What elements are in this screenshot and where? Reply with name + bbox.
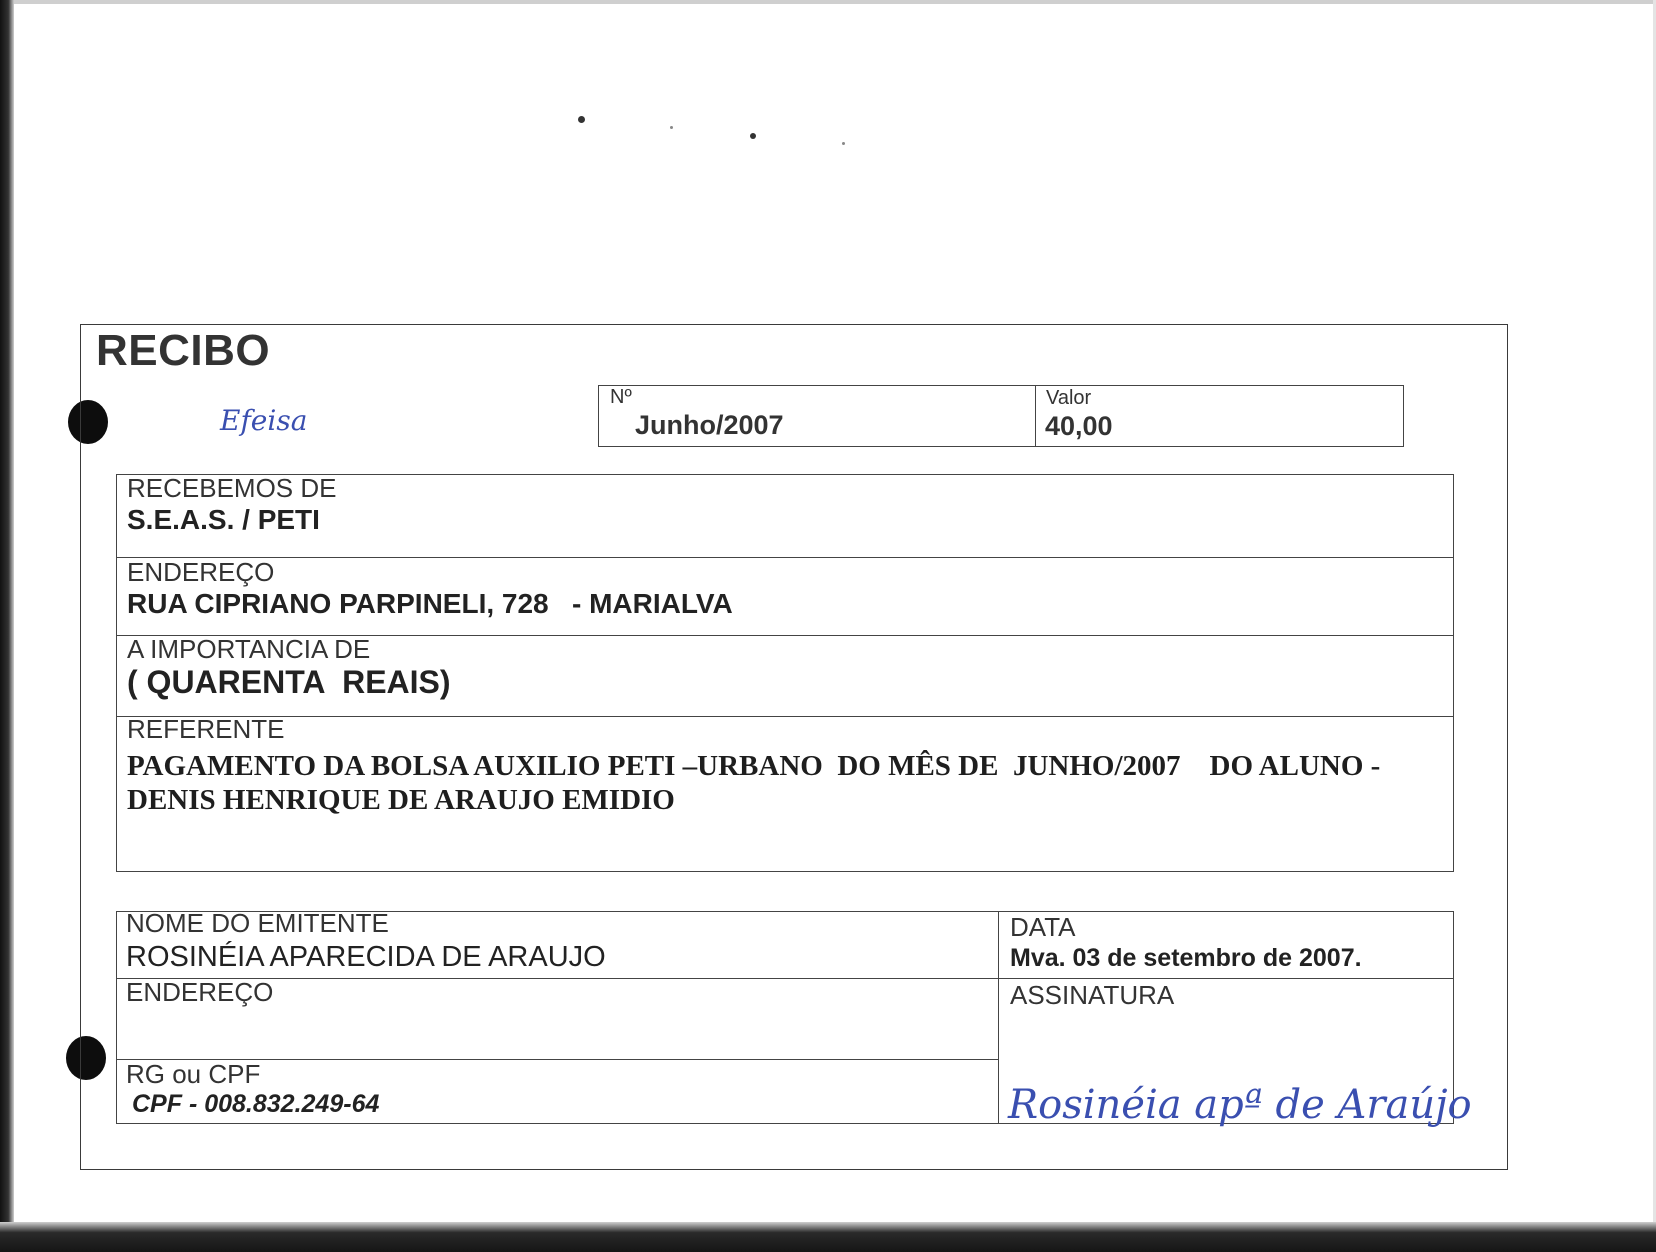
divider — [116, 978, 1454, 979]
data-label: DATA — [1010, 912, 1076, 942]
assinatura-label: ASSINATURA — [1010, 980, 1175, 1010]
divider — [116, 716, 1454, 717]
endereco-value: RUA CIPRIANO PARPINELI, 728 - MARIALVA — [127, 588, 733, 619]
handwritten-note: Efeisa — [220, 404, 308, 437]
rg-label: RG ou CPF — [126, 1059, 261, 1089]
speck — [842, 142, 845, 145]
endereco-label: ENDEREÇO — [127, 557, 275, 587]
scan-edge-top — [0, 0, 1656, 4]
recebemos-label: RECEBEMOS DE — [127, 473, 337, 503]
importancia-value: ( QUARENTA REAIS) — [127, 664, 451, 700]
emitente-endereco-label: ENDEREÇO — [126, 977, 274, 1007]
referente-label: REFERENTE — [127, 714, 285, 744]
divider — [998, 911, 999, 1124]
nome-emitente-value: ROSINÉIA APARECIDA DE ARAUJO — [126, 941, 606, 973]
nome-emitente-label: NOME DO EMITENTE — [126, 908, 389, 938]
recebemos-value: S.E.A.S. / PETI — [127, 504, 320, 535]
speck — [670, 126, 673, 129]
valor-label: Valor — [1046, 387, 1092, 409]
scan-edge-left — [0, 0, 14, 1252]
signature: Rosinéia apª de Araújo — [1008, 1082, 1472, 1128]
receipt-title: RECIBO — [96, 326, 271, 375]
numero-label: Nº — [610, 386, 632, 408]
valor-value: 40,00 — [1045, 411, 1113, 441]
divider — [116, 557, 1454, 558]
scan-edge-bottom — [0, 1222, 1656, 1252]
divider — [1035, 385, 1036, 447]
speck — [750, 133, 756, 139]
referente-value: PAGAMENTO DA BOLSA AUXILIO PETI –URBANO DO MÊS DE JUNHO/2007 DO ALUNO - DENIS HENRIQUE DE ARAUJO EMIDIO — [127, 750, 1395, 816]
importancia-label: A IMPORTANCIA DE — [127, 634, 371, 664]
rg-value: CPF - 008.832.249-64 — [132, 1090, 380, 1118]
data-value: Mva. 03 de setembro de 2007. — [1010, 944, 1362, 972]
numero-value: Junho/2007 — [635, 410, 784, 440]
speck — [578, 116, 585, 123]
